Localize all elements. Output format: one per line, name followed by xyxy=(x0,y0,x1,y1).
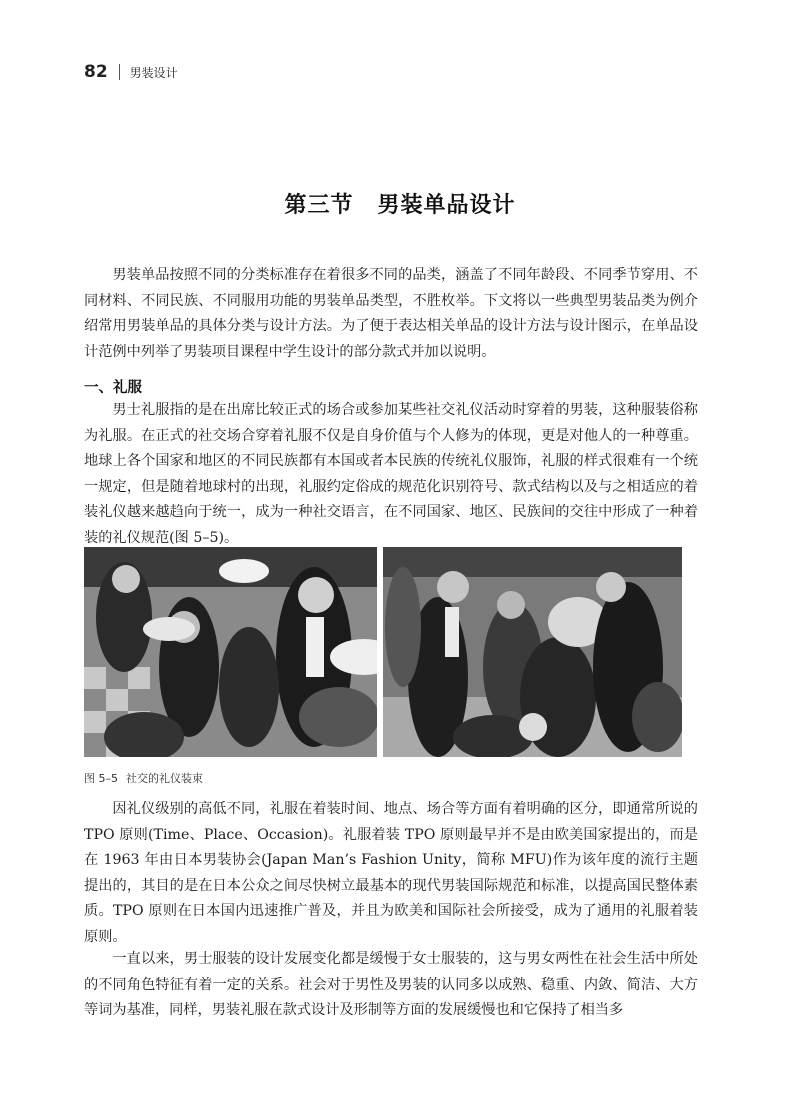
figure-photo-left xyxy=(84,547,377,757)
header-divider xyxy=(119,64,120,80)
intro-paragraph: 男装单品按照不同的分类标准存在着很多不同的品类，涵盖了不同年龄段、不同季节穿用、不同材料、不同民族、不同服用功能的男装单品类型，不胜枚举。下文将以一些典型男装品类为例介绍常用男装单品的具体分类与设计方法。为了便于表达相关单品的设计方法与设计图示，在单品设计范例中列举了男装项目课程中学生设计的部分款式并加以说明。 xyxy=(84,267,698,360)
section-number: 第三节 xyxy=(284,193,354,218)
body-paragraph-1: 男士礼服指的是在出席比较正式的场合或参加某些社交礼仪活动时穿着的男装，这种服装俗称为礼服。在正式的社交场合穿着礼服不仅是自身价值与个人修为的体现，更是对他人的一种尊重。地球上各个国家和地区的不同民族都有本国或者本民族的传统礼仪服饰，礼服的样式很难有一个统一规定，但是随着地球村的出现，礼服约定俗成的规范化识别符号、款式结构以及与之相适应的着装礼仪越来越趋向于统一，成为一种社交语言，在不同国家、地区、民族间的交往中形成了一种着装的礼仪规范(图 5–5)。 xyxy=(84,402,698,546)
book-title: 男装设计 xyxy=(129,65,178,80)
section-title xyxy=(0,188,800,219)
running-head xyxy=(84,60,178,84)
body-paragraph-3: 一直以来，男士服装的设计发展变化都是缓慢于女士服装的，这与男女两性在社会生活中所处的不同角色特征有着一定的关系。社会对于男性及男装的认同多以成熟、稳重、内敛、简洁、大方等词为基准，同样，男装礼服在款式设计及形制等方面的发展缓慢也和它保持了相当多 xyxy=(84,951,698,1018)
subsection-heading: 一、礼服 xyxy=(84,380,142,396)
figure-caption-text: 社交的礼仪装束 xyxy=(126,772,203,785)
figure-photo-right xyxy=(383,547,682,757)
body-paragraph-2: 因礼仪级别的高低不同，礼服在着装时间、地点、场合等方面有着明确的区分，即通常所说的 TPO 原则(Time、Place、Occasion)。礼服着装 TPO 原则最早并不是由欧美国家提出的，而是在 1963 年由日本男装协会(Japan Man’s Fashion Unity，简称 MFU)作为该年度的流行主题提出的，其目的是在日本公众之间尽快树立最基本的现代男装国际规范和标准，以提高国民整体素质。TPO 原则在日本国内迅速推广普及，并且为欧美和国际社会所接受，成为了通用的礼服着装原则。 xyxy=(84,801,698,945)
figure-caption xyxy=(84,770,203,786)
section-name: 男装单品设计 xyxy=(377,193,516,218)
page-number: 82 xyxy=(84,62,108,82)
figure-number: 图 5–5 xyxy=(84,772,118,785)
